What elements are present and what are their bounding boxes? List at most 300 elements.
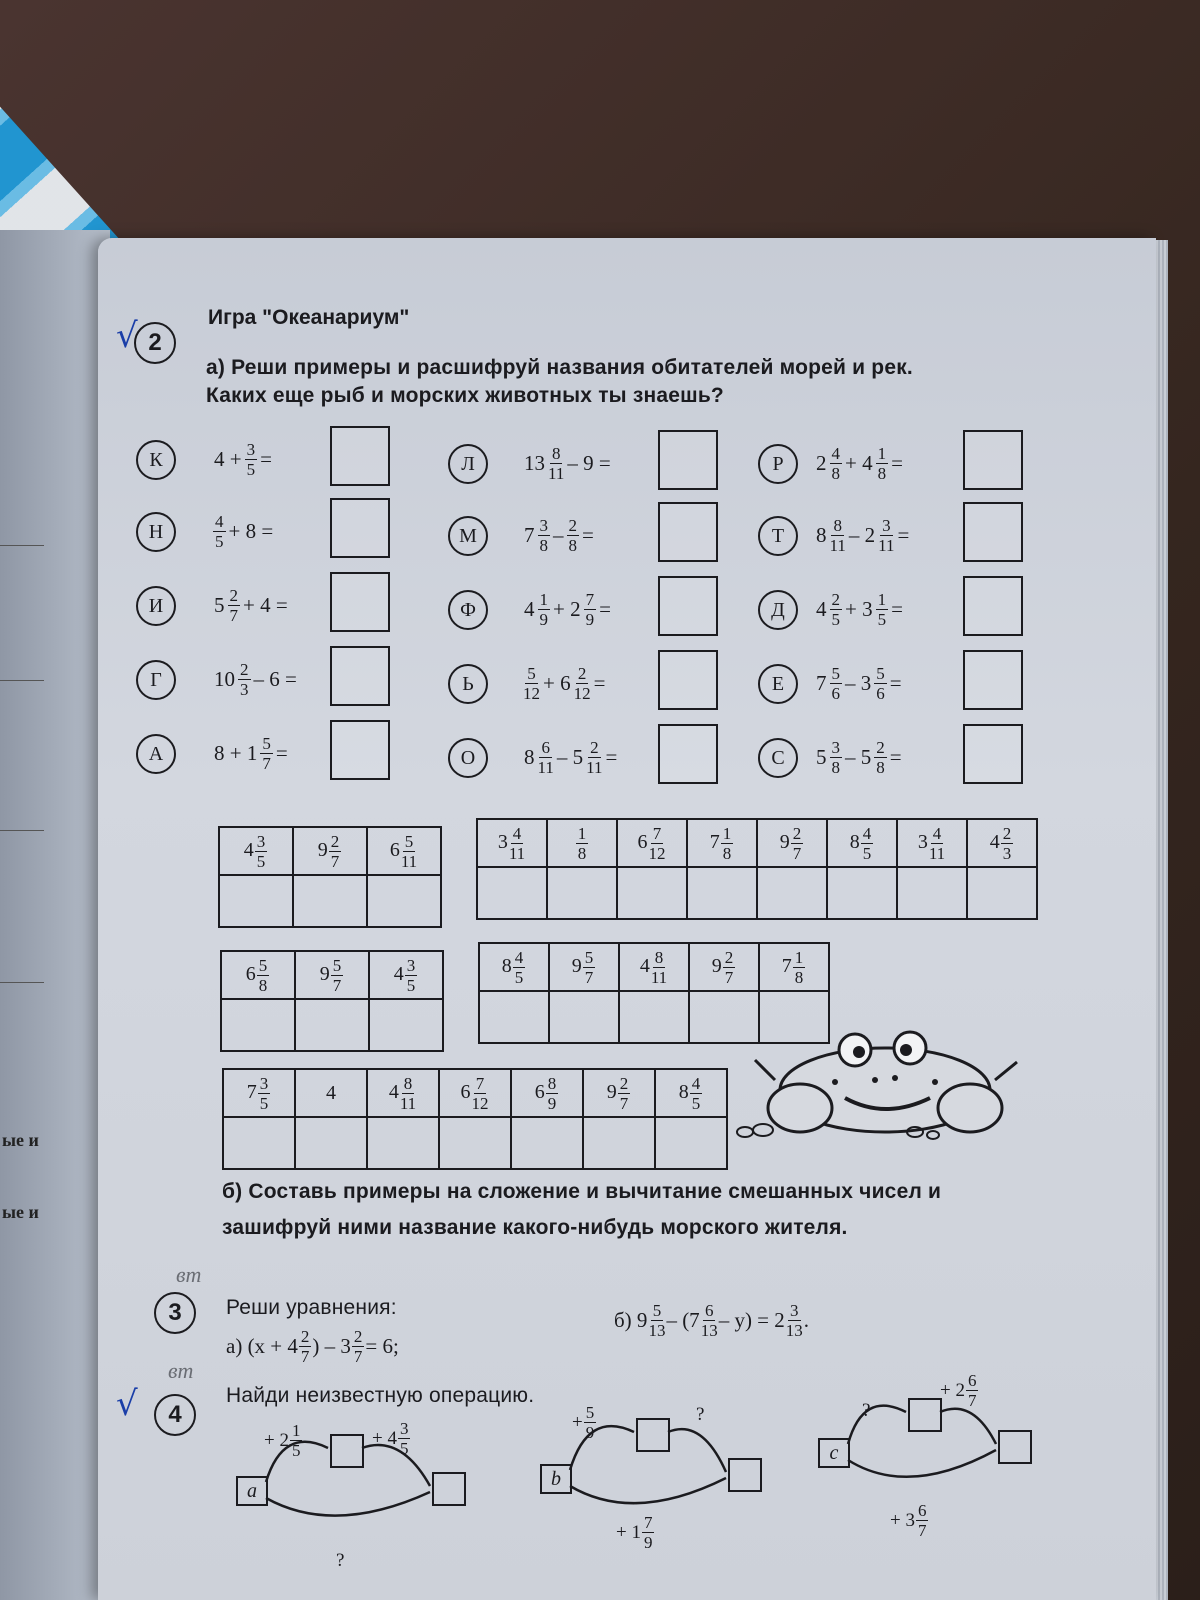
operation-label: ?: [336, 1550, 345, 1571]
numerator: 5: [262, 733, 271, 753]
expression-text: 2: [816, 450, 827, 475]
denominator: 12: [471, 1093, 489, 1113]
numerator: 4: [691, 1073, 701, 1093]
numerator: 4: [831, 443, 840, 463]
decoder-value-cell: [967, 819, 1037, 867]
denominator: 6: [831, 683, 840, 703]
problem-expression: [814, 658, 904, 708]
task2-part-b-line1: б) Составь примеры на сложение и вычитание смешанных чисел и: [222, 1180, 942, 1203]
whole-part: 3: [497, 830, 508, 853]
whole-part: 4: [326, 1081, 336, 1104]
denominator: 8: [258, 975, 268, 995]
answer-box[interactable]: [963, 724, 1023, 784]
problem-expression: [522, 510, 596, 560]
cipher-letter: А: [136, 734, 176, 774]
task2-part-b-line2: зашифруй ними название какого-нибудь морского жителя.: [222, 1216, 848, 1239]
expression-text: 7: [816, 670, 827, 695]
decoder-letter-cell[interactable]: [967, 867, 1037, 919]
denominator: 7: [584, 967, 594, 987]
numerator: 5: [258, 955, 268, 975]
expression-text: =: [891, 450, 903, 475]
decoder-value-cell: [687, 819, 757, 867]
rule-line: [0, 545, 44, 546]
cipher-letter: К: [136, 440, 176, 480]
numerator: 4: [862, 823, 872, 843]
numerator: 8: [547, 1073, 557, 1093]
expression-text: 7: [524, 522, 535, 547]
operation-arrows: [818, 1388, 1032, 1498]
numerator: 5: [585, 1403, 595, 1422]
numerator: 2: [577, 663, 587, 683]
answer-box[interactable]: [330, 426, 390, 486]
fraction: [523, 665, 540, 702]
numerator: 2: [229, 585, 238, 605]
left-page: [0, 230, 110, 1600]
fraction: [546, 1075, 559, 1112]
start-variable-box: b: [540, 1464, 572, 1494]
fraction: [649, 825, 666, 862]
numerator: 1: [877, 589, 887, 609]
decoder-letter-cell[interactable]: [547, 867, 617, 919]
expression-text: – 2: [848, 522, 876, 547]
whole-part: 9: [571, 954, 582, 977]
decoder-letter-cell[interactable]: [479, 991, 549, 1043]
decoder-value-cell: [223, 1069, 295, 1117]
fraction: [723, 949, 736, 986]
denominator: 5: [862, 843, 872, 863]
denominator: 9: [547, 1093, 557, 1113]
fraction: [238, 661, 251, 698]
answer-box[interactable]: [963, 650, 1023, 710]
decoder-value-cell: [439, 1069, 511, 1117]
denominator: 9: [643, 1533, 653, 1552]
numerator: 3: [882, 515, 891, 535]
fraction: [583, 949, 596, 986]
expression-text: =: [889, 744, 902, 769]
expression-text: 10: [214, 666, 235, 691]
fraction: [966, 1372, 979, 1409]
cipher-letter: Ь: [448, 664, 488, 704]
decoder-value-cell: [757, 819, 827, 867]
denominator: 5: [691, 1093, 701, 1113]
fraction: [548, 445, 564, 482]
expression-text: 8 + 1: [214, 740, 258, 765]
numerator: 3: [539, 515, 548, 535]
decoder-letter-cell[interactable]: [367, 1117, 439, 1169]
denominator: 7: [967, 1391, 977, 1410]
decoder-letter-cell[interactable]: [221, 999, 295, 1051]
decoder-letter-cell[interactable]: [583, 1117, 655, 1169]
expression-text: + 2: [553, 596, 581, 621]
denominator: 8: [831, 463, 840, 483]
fraction: [329, 833, 342, 870]
expression-text: 4: [524, 596, 535, 621]
fraction: [929, 825, 945, 862]
denominator: 7: [332, 975, 342, 995]
fraction: [874, 665, 887, 702]
denominator: 7: [262, 753, 271, 773]
numerator: 8: [833, 515, 842, 535]
numerator: 4: [215, 511, 224, 531]
denominator: 6: [876, 683, 885, 703]
fraction: [538, 517, 551, 554]
numerator: 4: [932, 823, 942, 843]
fraction: [574, 665, 591, 702]
equation-b-mid2: – y) = 2: [718, 1308, 785, 1332]
numerator: 3: [399, 1419, 409, 1438]
fraction: [916, 1502, 929, 1539]
expression-text: 5: [816, 744, 827, 769]
fraction: [721, 825, 734, 862]
expression-text: 4 +: [214, 446, 242, 471]
equation-b-pre: б) 9: [614, 1308, 648, 1332]
decoder-letter-cell[interactable]: [619, 991, 689, 1043]
decoder-letter-cell[interactable]: [367, 875, 441, 927]
fraction: [830, 591, 843, 628]
operation-prefix: +: [572, 1411, 583, 1433]
numerator: 8: [403, 1073, 413, 1093]
answer-box[interactable]: [658, 430, 718, 490]
expression-text: – 9 =: [567, 450, 611, 475]
whole-part: 6: [534, 1080, 545, 1103]
numerator: 3: [259, 1073, 269, 1093]
expression-text: + 4: [845, 450, 873, 475]
crab-illustration: [735, 1020, 1045, 1150]
denominator: 11: [399, 1093, 417, 1113]
decoder-value-cell: [295, 1069, 367, 1117]
whole-part: 7: [246, 1080, 257, 1103]
numerator: 3: [406, 955, 416, 975]
denominator: 8: [577, 843, 587, 863]
operation-label: ?: [696, 1404, 705, 1425]
fraction: [213, 513, 226, 550]
task3-heading: Реши уравнения:: [226, 1296, 397, 1319]
decoder-value-cell: [479, 943, 549, 991]
numerator: 2: [1002, 823, 1012, 843]
decoder-letter-cell[interactable]: [295, 1117, 367, 1169]
start-variable-box: c: [818, 1438, 850, 1468]
whole-part: 8: [849, 830, 860, 853]
denominator: 5: [831, 609, 840, 629]
operation-label: [616, 1514, 655, 1551]
problem-expression: [814, 584, 905, 634]
problem-expression: [212, 434, 274, 484]
fraction: [401, 833, 417, 870]
whole-part: 9: [319, 962, 330, 985]
fraction: [509, 825, 525, 862]
equation-a: [226, 1328, 399, 1365]
numerator: 7: [652, 823, 662, 843]
denominator: 8: [539, 535, 548, 555]
decoder-value-cell: [583, 1069, 655, 1117]
whole-part: 9: [317, 838, 328, 861]
denominator: 5: [877, 609, 887, 629]
decoder-letter-cell[interactable]: [511, 1117, 583, 1169]
expression-text: =: [599, 596, 611, 621]
answer-box[interactable]: [963, 430, 1023, 490]
numerator: 7: [643, 1513, 653, 1532]
cipher-letter: М: [448, 516, 488, 556]
decoder-value-cell: [655, 1069, 727, 1117]
arrow-path: [940, 1409, 996, 1444]
cipher-letter: С: [758, 738, 798, 778]
denominator: 3: [1002, 843, 1012, 863]
answer-box[interactable]: [658, 576, 718, 636]
teacher-check-mark: √: [116, 1384, 138, 1424]
operation-label: [572, 1404, 597, 1441]
denominator: 5: [514, 967, 524, 987]
whole-part: 9: [606, 1080, 617, 1103]
decoder-value-cell: [549, 943, 619, 991]
problem-expression: [522, 584, 613, 634]
numerator: 8: [654, 947, 664, 967]
cipher-letter: Л: [448, 444, 488, 484]
rule-line: [0, 680, 44, 681]
answer-box[interactable]: [963, 502, 1023, 562]
answer-box[interactable]: [330, 720, 390, 780]
expression-text: – 3: [845, 670, 872, 695]
fraction: [255, 833, 268, 870]
fraction: [405, 957, 418, 994]
denominator: 7: [792, 843, 802, 863]
operation-label: [264, 1422, 303, 1459]
whole-part: 4: [243, 838, 254, 861]
decoder-letter-cell[interactable]: [219, 875, 293, 927]
decoder-letter-cell[interactable]: [369, 999, 443, 1051]
decoder-value-cell: [367, 1069, 439, 1117]
fraction: [791, 825, 804, 862]
fraction: [830, 445, 843, 482]
fraction: [257, 957, 270, 994]
operation-prefix: + 3: [890, 1509, 915, 1531]
cipher-letter: Г: [136, 660, 176, 700]
numerator: 4: [514, 947, 524, 967]
numerator: 6: [541, 737, 550, 757]
decoder-value-cell: [827, 819, 897, 867]
decoder-letter-cell[interactable]: [293, 875, 367, 927]
decoder-letter-cell[interactable]: [757, 867, 827, 919]
cipher-letter: Е: [758, 664, 798, 704]
pencil-note: вт: [176, 1262, 202, 1287]
denominator: 5: [246, 459, 256, 479]
denominator: 7: [724, 967, 734, 987]
answer-box[interactable]: [330, 498, 390, 558]
decoder-letter-cell[interactable]: [617, 867, 687, 919]
denominator: 5: [291, 1441, 301, 1460]
operation-label: [372, 1420, 411, 1457]
whole-part: 7: [709, 830, 720, 853]
fraction: 6 13: [700, 1301, 718, 1340]
decoder-value-cell: [617, 819, 687, 867]
fraction: [874, 739, 887, 776]
denominator: 11: [400, 851, 418, 871]
denominator: 11: [586, 757, 603, 777]
task-number-4: 4: [154, 1394, 196, 1436]
arrow-path: [570, 1478, 726, 1503]
decoder-letter-cell[interactable]: [477, 867, 547, 919]
whole-part: 9: [711, 954, 722, 977]
numerator: 5: [876, 663, 885, 683]
decoder-letter-cell[interactable]: [295, 999, 369, 1051]
answer-box[interactable]: [330, 572, 390, 632]
numerator: 1: [577, 823, 587, 843]
fraction: [861, 825, 874, 862]
rule-line: [0, 982, 44, 983]
expression-text: 5: [214, 592, 225, 617]
expression-text: 8: [816, 522, 827, 547]
numerator: 2: [330, 831, 340, 851]
problem-expression: [212, 728, 290, 778]
numerator: 2: [792, 823, 802, 843]
cipher-letter: Д: [758, 590, 798, 630]
numerator: 1: [539, 589, 548, 609]
whole-part: 8: [678, 1080, 689, 1103]
decoder-letter-cell[interactable]: [439, 1117, 511, 1169]
cipher-letter: Т: [758, 516, 798, 556]
decoder-value-cell: [897, 819, 967, 867]
fraction: [228, 587, 241, 624]
rule-line: [0, 830, 44, 831]
equation-b-mid1: – (7: [666, 1308, 700, 1332]
arrow-path: [848, 1406, 906, 1444]
fraction: [398, 1420, 411, 1457]
denominator: 8: [877, 463, 887, 483]
problem-expression: [522, 658, 607, 708]
decoder-value-cell: [367, 827, 441, 875]
fraction: [830, 665, 843, 702]
expression-text: + 3: [845, 596, 873, 621]
task2-intro-line2: Каких еще рыб и морских животных ты знаешь?: [206, 384, 724, 407]
fraction: [331, 957, 344, 994]
problem-expression: [522, 438, 613, 488]
left-page-fragment: ые и: [2, 1130, 39, 1150]
decoder-value-cell: [477, 819, 547, 867]
denominator: 5: [256, 851, 266, 871]
numerator: 1: [877, 443, 887, 463]
fraction: [793, 949, 806, 986]
denominator: 11: [537, 757, 554, 777]
page-title: Игра "Океанариум": [208, 306, 410, 329]
expression-text: + 8 =: [228, 518, 274, 543]
numerator: 6: [917, 1501, 927, 1520]
denominator: 9: [539, 609, 548, 629]
cipher-letter: Ф: [448, 590, 488, 630]
fraction: [538, 739, 554, 776]
denominator: 7: [229, 605, 238, 625]
expression-text: 8: [524, 744, 535, 769]
operation-label: [940, 1372, 979, 1409]
decoder-value-cell: [295, 951, 369, 999]
numerator: 1: [291, 1421, 301, 1440]
decoder-value-cell: [619, 943, 689, 991]
problem-expression: [814, 510, 911, 560]
denominator: 12: [648, 843, 666, 863]
decoder-value-cell: [219, 827, 293, 875]
fraction: [567, 517, 580, 554]
decoder-letter-cell[interactable]: [687, 867, 757, 919]
fraction: [472, 1075, 489, 1112]
decoder-letter-cell[interactable]: [897, 867, 967, 919]
cipher-letter: Н: [136, 512, 176, 552]
decoder-table: [476, 818, 1038, 920]
problem-expression: [522, 732, 619, 782]
decoder-value-cell: [759, 943, 829, 991]
answer-box[interactable]: [658, 650, 718, 710]
fraction: [258, 1075, 271, 1112]
decoder-letter-cell[interactable]: [549, 991, 619, 1043]
decoder-letter-cell[interactable]: [655, 1117, 727, 1169]
denominator: 7: [917, 1521, 927, 1540]
denominator: 11: [878, 535, 895, 555]
denominator: 8: [831, 757, 840, 777]
decoder-value-cell: [547, 819, 617, 867]
task2-intro-line1: а) Реши примеры и расшифруй названия обитателей морей и рек.: [206, 356, 913, 379]
decoder-letter-cell[interactable]: [827, 867, 897, 919]
denominator: 9: [585, 1423, 595, 1442]
answer-box[interactable]: [658, 724, 718, 784]
numerator: 6: [967, 1371, 977, 1390]
answer-box[interactable]: [963, 576, 1023, 636]
denominator: 11: [928, 843, 946, 863]
answer-box[interactable]: [330, 646, 390, 706]
task-number-2: 2: [134, 322, 176, 364]
expression-text: –: [553, 522, 564, 547]
whole-part: 6: [389, 838, 400, 861]
expression-text: =: [605, 744, 618, 769]
expression-text: 13: [524, 450, 545, 475]
fraction: [651, 949, 667, 986]
decoder-letter-cell[interactable]: [223, 1117, 295, 1169]
expression-text: – 6 =: [253, 666, 297, 691]
task4-heading: Найди неизвестную операцию.: [226, 1384, 535, 1407]
decoder-value-cell: [369, 951, 443, 999]
start-variable-box: a: [236, 1476, 268, 1506]
whole-part: 4: [388, 1080, 399, 1103]
denominator: 5: [215, 531, 224, 551]
denominator: 5: [399, 1439, 409, 1458]
expression-text: =: [891, 596, 903, 621]
problem-expression: [212, 506, 275, 556]
fraction: [584, 591, 597, 628]
whole-part: 4: [393, 962, 404, 985]
decoder-value-cell: [221, 951, 295, 999]
denominator: 12: [523, 683, 540, 703]
decoder-value-cell: [689, 943, 759, 991]
fraction: [513, 949, 526, 986]
fraction: [1001, 825, 1014, 862]
fraction: [878, 517, 894, 554]
denominator: 3: [240, 679, 249, 699]
fraction: [830, 517, 846, 554]
whole-part: 4: [989, 830, 1000, 853]
decoder-value-cell: [511, 1069, 583, 1117]
numerator: 4: [512, 823, 522, 843]
denominator: 8: [794, 967, 804, 987]
fraction: [290, 1422, 303, 1459]
answer-box[interactable]: [658, 502, 718, 562]
numerator: 5: [584, 947, 594, 967]
operation-prefix: + 4: [372, 1427, 397, 1449]
denominator: 11: [548, 463, 565, 483]
whole-part: 6: [637, 830, 648, 853]
expression-text: – 5: [845, 744, 872, 769]
fraction: [618, 1075, 631, 1112]
expression-text: =: [889, 670, 902, 695]
problem-expression: [814, 438, 905, 488]
equation-b: [614, 1302, 809, 1339]
expression-text: =: [593, 670, 606, 695]
fraction: [642, 1514, 655, 1551]
